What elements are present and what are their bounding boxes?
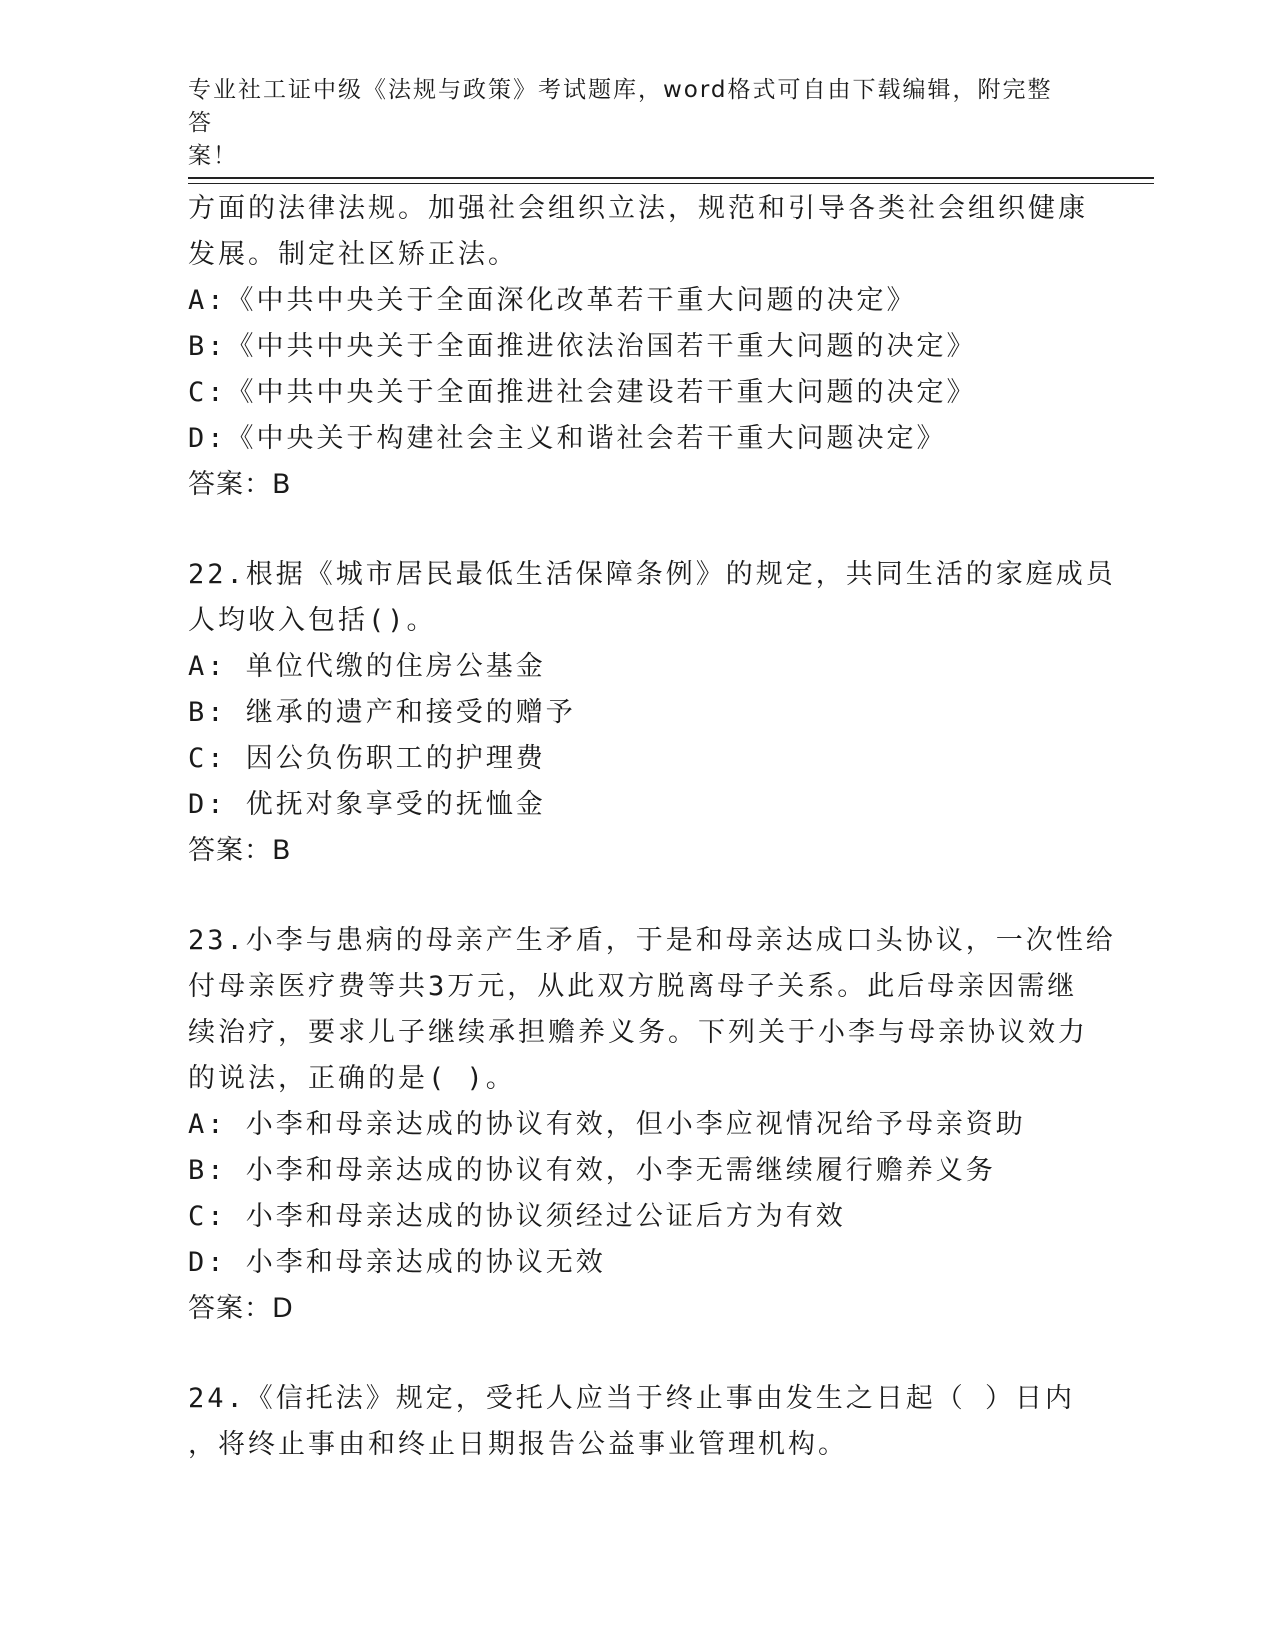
answer-line: 答案：D — [188, 1293, 294, 1324]
answer-line: 答案：B — [188, 469, 292, 500]
option-a: A:《中共中央关于全面深化改革若干重大问题的决定》 — [188, 285, 917, 316]
question-content — [188, 186, 1116, 1468]
option-b: B: 继承的遗产和接受的赠予 — [188, 697, 576, 728]
option-b: B:《中共中央关于全面推进依法治国若干重大问题的决定》 — [188, 331, 977, 362]
option-d: D:《中央关于构建社会主义和谐社会若干重大问题决定》 — [188, 423, 947, 454]
option-a: A: 小李和母亲达成的协议有效，但小李应视情况给予母亲资助 — [188, 1109, 1026, 1140]
option-d: D: 小李和母亲达成的协议无效 — [188, 1247, 606, 1278]
option-c: C: 小李和母亲达成的协议须经过公证后方为有效 — [188, 1201, 846, 1232]
question-block-24 — [188, 1376, 1088, 1468]
option-d: D: 优抚对象享受的抚恤金 — [188, 789, 546, 820]
header-title-line-2: 案！ — [188, 143, 238, 169]
option-a: A: 单位代缴的住房公基金 — [188, 651, 546, 682]
option-c: C:《中共中央关于全面推进社会建设若干重大问题的决定》 — [188, 377, 977, 408]
question-stem-line: 人均收入包括()。 — [188, 605, 437, 636]
question-stem-line: 23.小李与患病的母亲产生矛盾，于是和母亲达成口头协议，一次性给 — [188, 925, 1116, 956]
answer-line: 答案：B — [188, 835, 292, 866]
question-block-22 — [188, 552, 1116, 874]
question-block-23 — [188, 918, 1116, 1332]
question-stem-line: 方面的法律法规。加强社会组织立法，规范和引导各类社会组织健康 — [188, 193, 1088, 224]
question-stem-line: ，将终止事由和终止日期报告公益事业管理机构。 — [188, 1429, 848, 1460]
question-stem-line: 22.根据《城市居民最低生活保障条例》的规定，共同生活的家庭成员 — [188, 559, 1116, 590]
question-stem-line: 24.《信托法》规定，受托人应当于终止事由发生之日起（ ）日内 — [188, 1383, 1076, 1414]
question-stem-line: 付母亲医疗费等共3万元，从此双方脱离母子关系。此后母亲因需继 — [188, 971, 1078, 1002]
question-stem-line: 的说法，正确的是( )。 — [188, 1063, 516, 1094]
question-stem-line: 续治疗，要求儿子继续承担赡养义务。下列关于小李与母亲协议效力 — [188, 1017, 1088, 1048]
question-block-21 — [188, 186, 1088, 508]
option-b: B: 小李和母亲达成的协议有效，小李无需继续履行赡养义务 — [188, 1155, 996, 1186]
option-c: C: 因公负伤职工的护理费 — [188, 743, 546, 774]
header-divider-thin — [188, 183, 1154, 184]
header-divider-thick — [188, 177, 1154, 179]
question-stem-line: 发展。制定社区矫正法。 — [188, 239, 518, 270]
header-title-line-1: 专业社工证中级《法规与政策》考试题库，word格式可自由下载编辑，附完整答 — [188, 77, 1053, 136]
page-header — [188, 74, 1068, 173]
